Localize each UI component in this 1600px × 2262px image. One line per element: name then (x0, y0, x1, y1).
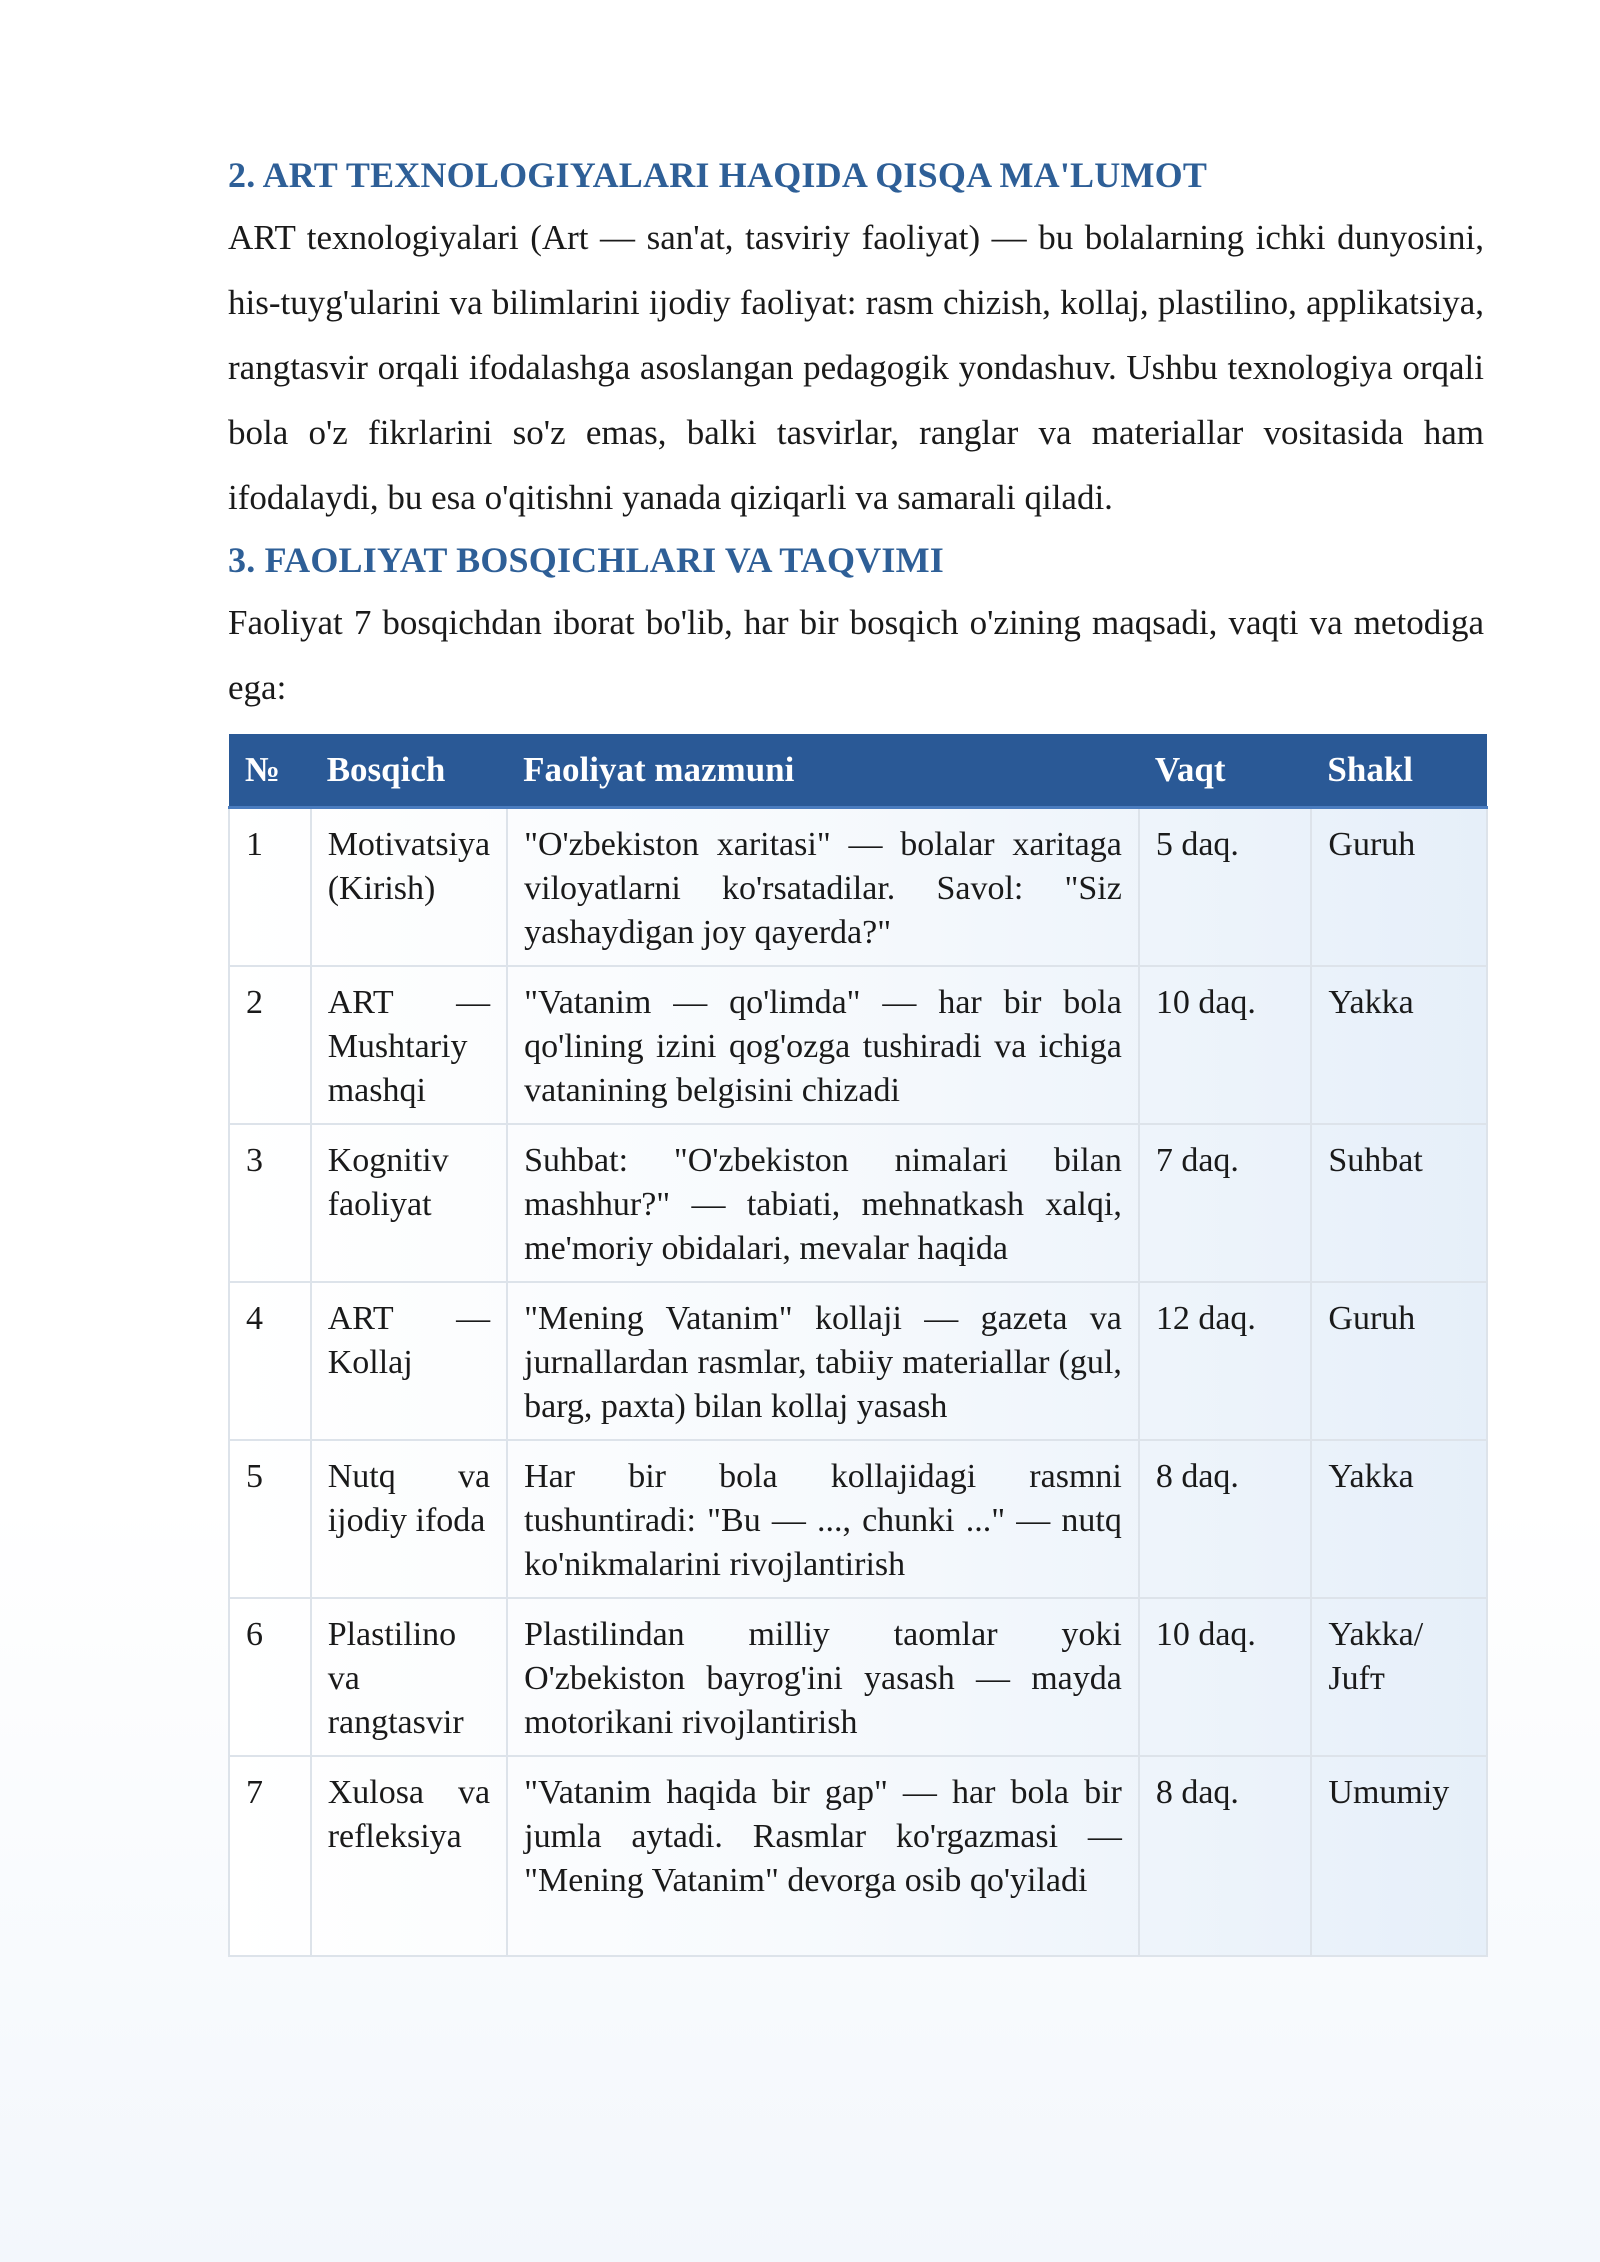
header-number: № (229, 734, 311, 808)
cell-time: 12 daq. (1139, 1282, 1312, 1440)
table-row (229, 1282, 1487, 1440)
table-row (229, 808, 1487, 966)
cell-form: Umumiy (1311, 1756, 1487, 1956)
table-row (229, 966, 1487, 1124)
cell-content: "Vatanim — qo'limda" — har bir bola qo'lining izini qog'ozga tushiradi va ichiga vatanining belgisini chizadi (507, 966, 1139, 1124)
activity-stages-table (228, 734, 1488, 1957)
cell-content: Suhbat: "O'zbekiston nimalari bilan mashhur?" — tabiati, mehnatkash xalqi, me'moriy obidalari, mevalar haqida (507, 1124, 1139, 1282)
section-2-title: 2. ART TEXNOLOGIYALARI HAQIDA QISQA MA'LUMOT (228, 155, 1208, 195)
header-form: Shakl (1311, 734, 1487, 808)
cell-number: 1 (229, 808, 311, 966)
section-3-title: 3. FAOLIYAT BOSQICHLARI VA TAQVIMI (228, 540, 944, 580)
cell-form: Suhbat (1311, 1124, 1487, 1282)
cell-number: 6 (229, 1598, 311, 1756)
cell-content: "Vatanim haqida bir gap" — har bola bir jumla aytadi. Rasmlar ko'rgazmasi — "Mening Vatanim" devorga osib qo'yiladi (507, 1756, 1139, 1956)
cell-number: 5 (229, 1440, 311, 1598)
table-header-row (229, 734, 1487, 808)
cell-content: Plastilindan milliy taomlar yoki O'zbekiston bayrog'ini yasash — mayda motorikani rivojlantirish (507, 1598, 1139, 1756)
table-row (229, 1440, 1487, 1598)
cell-stage: ART — Kollaj (311, 1282, 507, 1440)
section-3-paragraph: Faoliyat 7 bosqichdan iborat bo'lib, har bir bosqich o'zining maqsadi, vaqti va metodiga ega: (228, 603, 1484, 707)
cell-number: 3 (229, 1124, 311, 1282)
cell-stage: Plastilino va rangtasvir (311, 1598, 507, 1756)
cell-form: Yakka/ Jufт (1311, 1598, 1487, 1756)
table-row (229, 1598, 1487, 1756)
cell-stage: Kognitiv faoliyat (311, 1124, 507, 1282)
cell-form: Guruh (1311, 808, 1487, 966)
cell-stage: Motivatsiya (Kirish) (311, 808, 507, 966)
cell-stage: Nutq va ijodiy ifoda (311, 1440, 507, 1598)
cell-time: 8 daq. (1139, 1756, 1312, 1956)
header-content: Faoliyat mazmuni (507, 734, 1139, 808)
cell-time: 8 daq. (1139, 1440, 1312, 1598)
header-time: Vaqt (1139, 734, 1312, 808)
cell-number: 7 (229, 1756, 311, 1956)
cell-content: "O'zbekiston xaritasi" — bolalar xaritaga viloyatlarni ko'rsatadilar. Savol: "Siz yashaydigan joy qayerda?" (507, 808, 1139, 966)
cell-number: 4 (229, 1282, 311, 1440)
table-row (229, 1756, 1487, 1956)
table-row (229, 1124, 1487, 1282)
cell-content: "Mening Vatanim" kollaji — gazeta va jurnallardan rasmlar, tabiiy materiallar (gul, barg, paxta) bilan kollaj yasash (507, 1282, 1139, 1440)
cell-stage: Xulosa va refleksiya (311, 1756, 507, 1956)
section-2-paragraph: ART texnologiyalari (Art — san'at, tasviriy faoliyat) — bu bolalarning ichki dunyosini, his-tuyg'ularini va bilimlarini ijodiy faoliyat: rasm chizish, kollaj, plastilino, applikatsiya, rangtasvir orqali ifodalashga asoslangan pedagogik yondashuv. Ushbu texnologiya orqali bola o'z fikrlarini so'z emas, balki tasvirlar, ranglar va materiallar vositasida ham ifodalaydi, bu esa o'qitishni yanada qiziqarli va samarali qiladi. (228, 218, 1484, 517)
cell-time: 10 daq. (1139, 1598, 1312, 1756)
cell-form: Guruh (1311, 1282, 1487, 1440)
cell-time: 10 daq. (1139, 966, 1312, 1124)
cell-stage: ART — Mushtariy mashqi (311, 966, 507, 1124)
cell-content: Har bir bola kollajidagi rasmni tushuntiradi: "Bu — ..., chunki ..." — nutq ko'nikmalarini rivojlantirish (507, 1440, 1139, 1598)
cell-form: Yakka (1311, 1440, 1487, 1598)
cell-form: Yakka (1311, 966, 1487, 1124)
header-stage: Bosqich (311, 734, 507, 808)
cell-time: 7 daq. (1139, 1124, 1312, 1282)
cell-number: 2 (229, 966, 311, 1124)
cell-time: 5 daq. (1139, 808, 1312, 966)
document-content (228, 145, 1484, 1957)
